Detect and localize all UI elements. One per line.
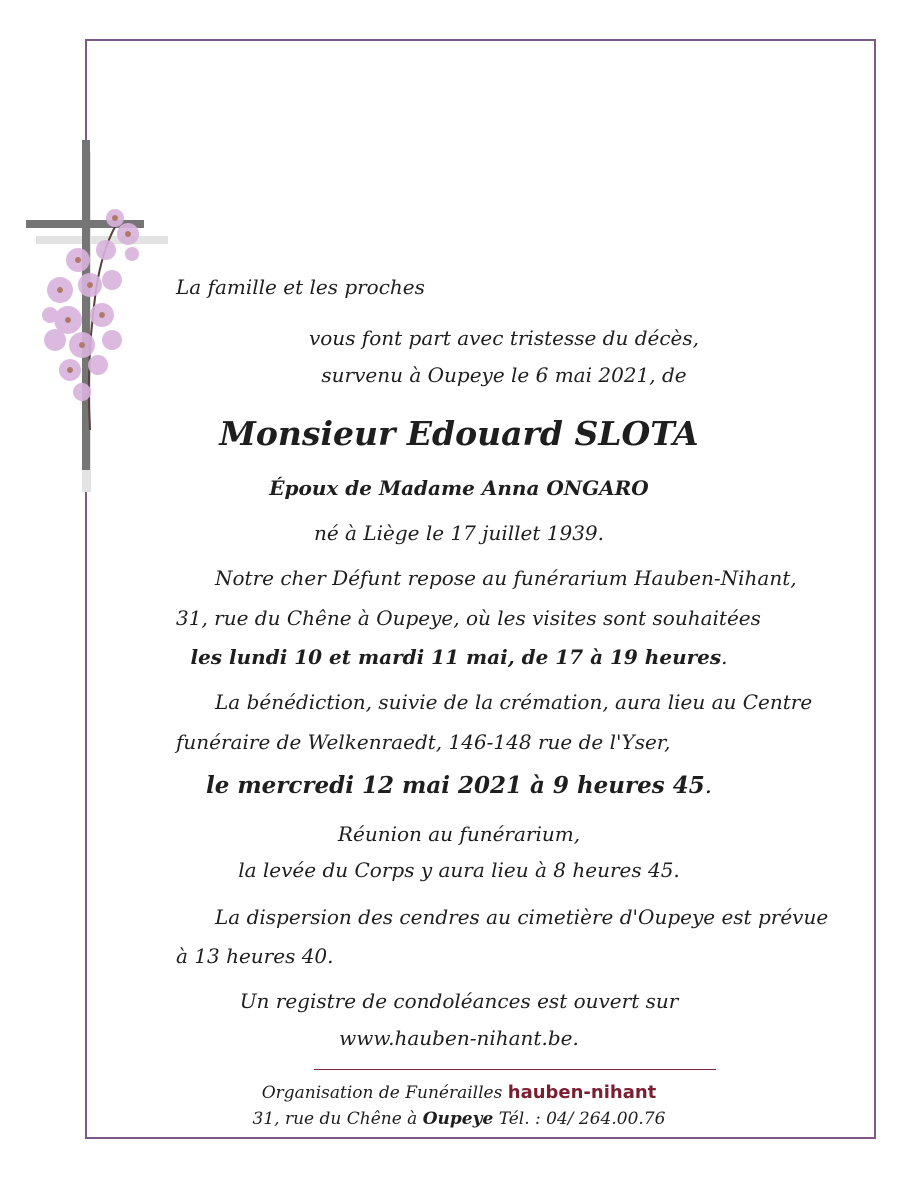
meeting-line-2: la levée du Corps y aura lieu à 8 heures 45.	[238, 858, 680, 882]
ceremony-line-2: funéraire de Welkenraedt, 146-148 rue de l'Yser,	[176, 730, 671, 754]
spouse-line: Époux de Madame Anna ONGARO	[269, 476, 649, 500]
announce-line-2: survenu à Oupeye le 6 mai 2021, de	[321, 363, 687, 387]
footer-address-line	[0, 1109, 918, 1130]
footer-phone: Tél. : 04/ 264.00.76	[493, 1109, 666, 1129]
rest-line-2: 31, rue du Chêne à Oupeye, où les visites sont souhaitées	[176, 606, 761, 630]
ceremony-date-line	[0, 772, 918, 800]
brand-logo: hauben-nihant	[507, 1082, 657, 1103]
footer-org-line	[0, 1082, 918, 1104]
announce-line-1: vous font part avec tristesse du décès,	[308, 326, 700, 350]
birth-line: né à Liège le 17 juillet 1939.	[313, 521, 605, 545]
register-url[interactable]: www.hauben-nihant.be.	[339, 1026, 579, 1050]
deceased-name: Monsieur Edouard SLOTA	[219, 414, 699, 453]
ceremony-line-1: La bénédiction, suivie de la crémation, aura lieu au Centre	[215, 690, 813, 714]
register-line: Un registre de condoléances est ouvert sur	[239, 989, 679, 1013]
ceremony-date: le mercredi 12 mai 2021 à 9 heures 45	[205, 772, 705, 799]
ashes-line-1: La dispersion des cendres au cimetière d'Oupeye est prévue	[215, 905, 829, 929]
footer-city: Oupeye	[422, 1109, 494, 1129]
ashes-line-2: à 13 heures 40.	[176, 944, 334, 968]
visits-period: .	[721, 645, 728, 669]
footer-divider	[314, 1069, 716, 1070]
visits-line	[0, 645, 918, 669]
ceremony-date-period: .	[704, 773, 713, 799]
footer-org-label: Organisation de Funérailles	[261, 1083, 503, 1103]
footer-address: 31, rue du Chêne à	[252, 1109, 423, 1129]
visits-text: les lundi 10 et mardi 11 mai, de 17 à 19 heures	[190, 645, 722, 669]
intro-text: La famille et les proches	[176, 275, 425, 299]
rest-line-1: Notre cher Défunt repose au funérarium Hauben-Nihant,	[215, 566, 797, 590]
meeting-line-1: Réunion au funérarium,	[337, 822, 581, 846]
